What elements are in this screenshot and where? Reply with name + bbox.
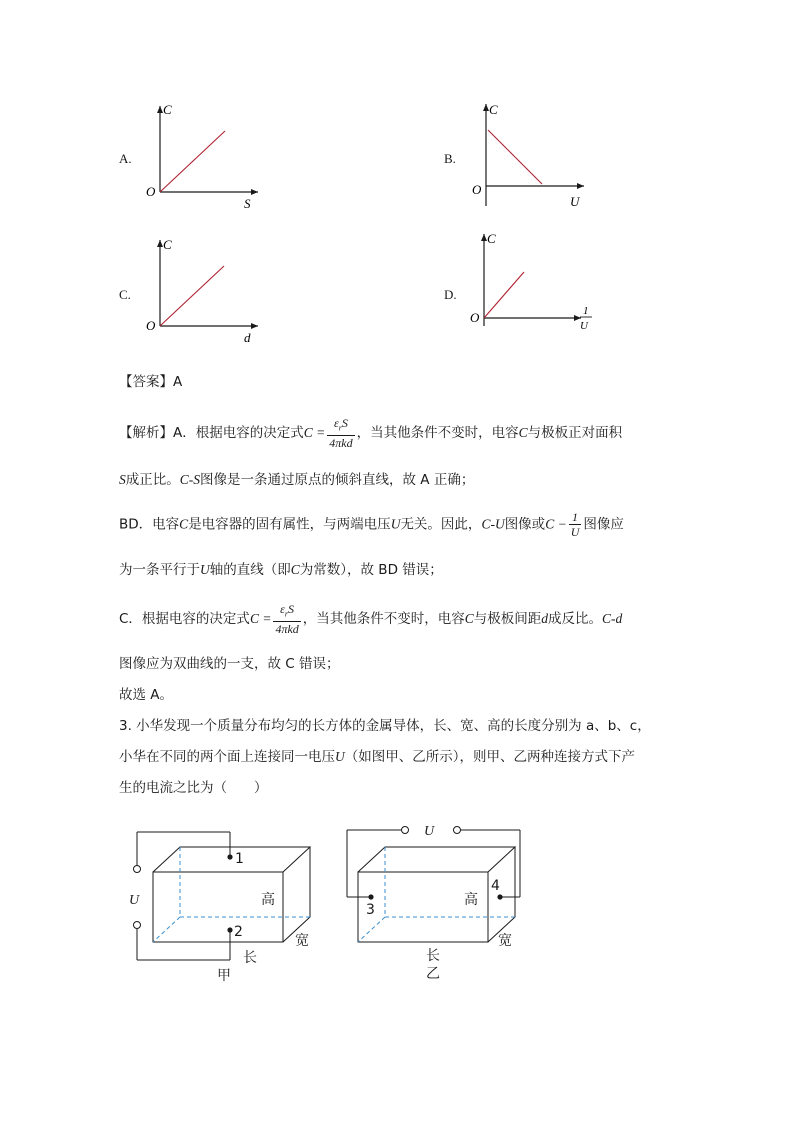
yi-width-label: 宽: [498, 933, 512, 949]
graph-b-line: [488, 130, 542, 184]
graph-d: [466, 230, 601, 340]
analysis-line-2: S成正比。C-S图像是一条通过原点的倾斜直线，故 A 正确；: [119, 472, 475, 488]
question3-line-1: 3. 小华发现一个质量分布均匀的长方体的金属导体，长、宽、高的长度分别为 a、b、c，: [119, 718, 651, 734]
jia-voltage-label: U: [129, 893, 140, 908]
yi-height-label: 高: [464, 892, 478, 908]
graph-b: [466, 100, 596, 210]
graph-c-x-label: d: [244, 330, 251, 345]
capacitance-formula-2: $\frac{\varepsilon_rS}{\text{4πkd}}$: [275, 602, 299, 637]
option-a-label: A.: [119, 151, 132, 166]
capacitance-formula-1: $\frac{\varepsilon_rS}{\text{4πkd}}$: [329, 416, 353, 451]
graph-c-line: [160, 266, 224, 326]
option-c-label: C.: [119, 287, 131, 302]
graph-b-y-label: C: [489, 102, 498, 117]
jia-caption: 甲: [217, 968, 231, 984]
jia-length-label: 长: [243, 950, 257, 966]
graph-d-x-den: U: [580, 320, 588, 332]
graph-d-origin: O: [470, 310, 480, 325]
analysis-line-1: 【解析】A．根据电容的决定式C = $\frac{\varepsilon_rS}{\text{4πkd}}$ ，当其他条件不变时，电容C与极板正对面积: [119, 416, 623, 451]
jia-height-label: 高: [261, 892, 275, 908]
yi-length-label: 长: [426, 948, 440, 964]
yi-point-3-label: 3: [366, 902, 375, 918]
graph-c: [140, 236, 270, 346]
option-d-label: D.: [444, 287, 457, 302]
analysis-line-4: 为一条平行于U轴的直线（即C为常数），故 BD 错误；: [119, 562, 443, 578]
point-2: [227, 927, 232, 932]
graph-d-x-num: 1: [583, 305, 589, 317]
option-b-label: B.: [444, 151, 456, 166]
jia-width-label: 宽: [295, 933, 309, 949]
yi-voltage-label: U: [424, 824, 435, 839]
inverse-u-fraction: $\frac{1}{U}$: [570, 510, 580, 539]
graph-a-line: [160, 131, 225, 192]
answer-text: 【答案】A: [119, 374, 183, 390]
graph-b-x-label: U: [570, 194, 580, 209]
graph-a-x-label: S: [244, 196, 251, 211]
graph-a-y-label: C: [163, 102, 172, 117]
yi-caption: 乙: [426, 966, 440, 982]
graph-a: [140, 100, 270, 210]
point-1: [227, 854, 232, 859]
graph-d-y-label: C: [487, 231, 496, 246]
question3-line-3: 生的电流之比为（ ）: [119, 780, 268, 796]
graph-c-y-label: C: [163, 237, 172, 252]
figure-yi: [335, 815, 535, 985]
point-4: [497, 894, 502, 899]
analysis-line-7: 故选 A。: [119, 687, 174, 703]
graph-a-origin: O: [146, 184, 156, 199]
jia-point-2-label: 2: [234, 924, 243, 940]
jia-point-1-label: 1: [235, 851, 244, 867]
analysis-line-5: C．根据电容的决定式C = $\frac{\varepsilon_rS}{\text{4πkd}}$ ，当其他条件不变时，电容C与极板间距d成反比。C-d: [119, 602, 623, 637]
graph-c-origin: O: [146, 318, 156, 333]
answer-line: [119, 372, 182, 392]
yi-point-4-label: 4: [491, 878, 500, 894]
question3-line-2: 小华在不同的两个面上连接同一电压U（如图甲、乙所示），则甲、乙两种连接方式下产: [119, 749, 635, 765]
graph-b-origin: O: [472, 182, 482, 197]
point-3: [368, 894, 373, 899]
analysis-line-3: BD．电容C是电容器的固有属性，与两端电压U无关。因此，C-U图像或C − $\frac{1}{U}$ 图像应: [119, 510, 624, 539]
analysis-line-6: 图像应为双曲线的一支，故 C 错误；: [119, 656, 340, 672]
graph-d-line: [484, 272, 524, 318]
figure-jia: [125, 820, 325, 985]
